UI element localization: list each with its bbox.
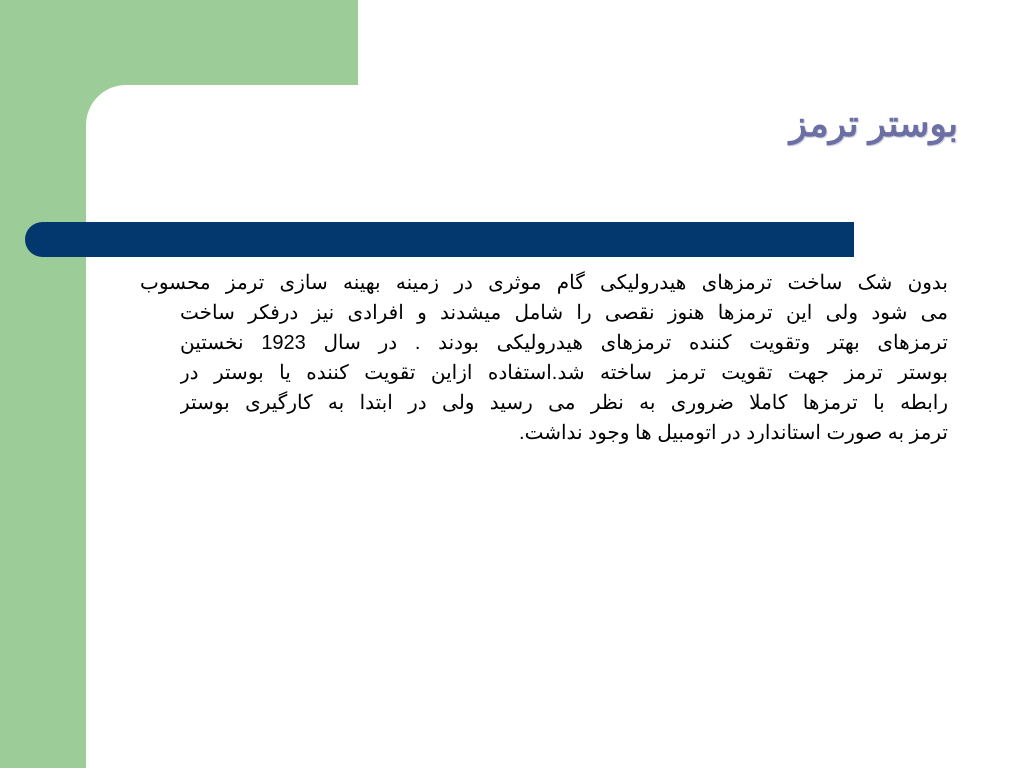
body-line: بوستر ترمز جهت تقویت ترمز ساخته شد.استفاده ازاین تقویت کننده یا بوستر در — [180, 362, 948, 384]
body-line: ترمزهای بهتر وتقویت کننده ترمزهای هیدرولیکی بودند . در سال 1923 نخستین — [180, 332, 948, 354]
body-line: رابطه با ترمزها کاملا ضروری به نظر می رسید ولی در ابتدا به کارگیری بوستر — [180, 392, 948, 414]
slide-title: بوستر ترمز — [789, 103, 958, 144]
body-line: ترمز به صورت استاندارد در اتومبیل ها وجود نداشت. — [519, 422, 948, 444]
body-line: می شود ولی این ترمزها هنوز نقصی را شامل میشدند و افرادی نیز درفکر ساخت — [180, 302, 948, 324]
body-line: بدون شک ساخت ترمزهای هیدرولیکی گام موثری در زمینه بهینه سازی ترمز محسوب — [140, 272, 948, 294]
title-divider-bar — [25, 222, 854, 257]
body-paragraph — [140, 268, 948, 458]
